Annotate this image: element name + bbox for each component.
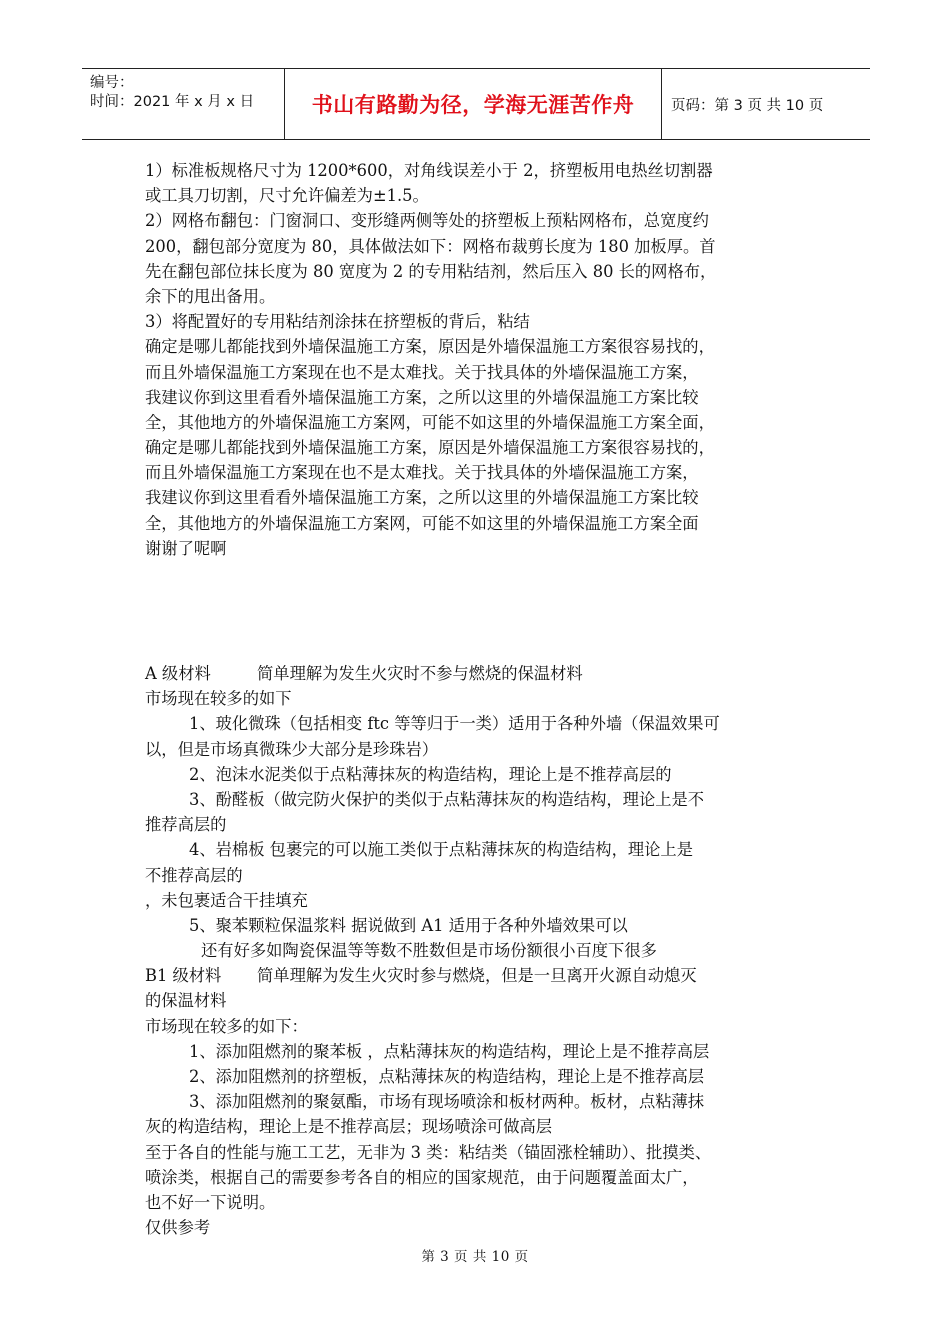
b1-class-intro: 市场现在较多的如下： (145, 1016, 308, 1036)
b1-class-heading (145, 963, 810, 988)
text-line: 谢谢了呢啊 (145, 538, 227, 558)
text-line: 而且外墙保温施工方案现在也不是太难找。关于找具体的外墙保温施工方案， (145, 362, 699, 382)
text-line: 或工具刀切割，尺寸允许偏差为±1.5。 (145, 186, 429, 206)
a-class-desc: 简单理解为发生火灾时不参与燃烧的保温材料 (257, 664, 583, 683)
text-line: 全，其他地方的外墙保温施工方案网，可能不如这里的外墙保温施工方案全面 (145, 513, 699, 533)
b1-class-desc: 简单理解为发生火灾时参与燃烧，但是一旦离开火源自动熄灭 (257, 966, 697, 986)
b1-item-3: 3、添加阻燃剂的聚氨酯，市场有现场喷涂和板材两种。板材，点粘薄抹 (189, 1092, 705, 1112)
a-item-3: 3、酚醛板（做完防火保护的类似于点粘薄抹灰的构造结构，理论上是不 (189, 789, 705, 809)
section-install-steps (145, 158, 810, 561)
a-class-intro: 市场现在较多的如下 (145, 689, 292, 709)
b1-class-label: B1 级材料 (145, 966, 222, 986)
text-line: 200，翻包部分宽度为 80，具体做法如下：网格布裁剪长度为 180 加板厚。首 (145, 236, 716, 256)
header-slogan: 书山有路勤为径，学海无涯苦作舟 (311, 93, 635, 117)
text-line: 全，其他地方的外墙保温施工方案网，可能不如这里的外墙保温施工方案全面， (145, 412, 715, 432)
section-closing (145, 1140, 810, 1241)
header-meta (82, 69, 284, 139)
header-slogan-cell (284, 69, 662, 139)
section-a-class (145, 661, 810, 963)
number-label: 编号： (90, 75, 134, 91)
text-line: 喷涂类，根据自己的需要参考各自的相应的国家规范，由于问题覆盖面太广， (145, 1167, 699, 1187)
section-b1-class (145, 963, 810, 1139)
text-line: 至于各自的性能与施工工艺，无非为 3 类：粘结类（锚固涨栓辅助）、批摸类、 (145, 1142, 712, 1162)
text-line: 确定是哪儿都能找到外墙保温施工方案，原因是外墙保温施工方案很容易找的， (145, 337, 715, 357)
a-item-3-cont: 推荐高层的 (145, 815, 227, 835)
b1-class-desc-cont: 的保温材料 (145, 991, 227, 1011)
date-text: 时间：2021 年 x 月 x 日 (90, 94, 255, 110)
text-line: 1）标准板规格尺寸为 1200*600，对角线误差小于 2，挤塑板用电热丝切割器 (145, 161, 713, 180)
text-line: 也不好一下说明。 (145, 1192, 276, 1212)
a-class-note: 还有好多如陶瓷保温等等数不胜数但是市场份额很小百度下很多 (201, 941, 657, 961)
text-line: 先在翻包部位抹长度为 80 宽度为 2 的专用粘结剂，然后压入 80 长的网格布， (145, 261, 717, 281)
page-footer: 第 3 页 共 10 页 (421, 1249, 529, 1265)
b1-item-3-cont: 灰的构造结构，理论上是不推荐高层；现场喷涂可做高层 (145, 1117, 553, 1137)
spacer (145, 561, 810, 661)
text-line: 我建议你到这里看看外墙保温施工方案，之所以这里的外墙保温施工方案比较 (145, 387, 699, 407)
a-item-5: 5、聚苯颗粒保温浆料 据说做到 A1 适用于各种外墙效果可以 (189, 915, 628, 935)
text-line: 2）网格布翻包：门窗洞口、变形缝两侧等处的挤塑板上预粘网格布，总宽度约 (145, 211, 709, 231)
a-item-1: 1、玻化微珠（包括相变 ftc 等等归于一类）适用于各种外墙（保温效果可 (189, 714, 720, 734)
text-line: 余下的甩出备用。 (145, 286, 276, 306)
text-line: 而且外墙保温施工方案现在也不是太难找。关于找具体的外墙保温施工方案， (145, 463, 699, 483)
a-item-2: 2、泡沫水泥类似于点粘薄抹灰的构造结构，理论上是不推荐高层的 (189, 764, 672, 784)
a-class-heading (145, 661, 810, 686)
a-item-4-cont: 不推荐高层的 (145, 865, 243, 885)
a-item-4-note: ，未包裹适合干挂填充 (145, 890, 308, 910)
b1-item-2: 2、添加阻燃剂的挤塑板，点粘薄抹灰的构造结构，理论上是不推荐高层 (189, 1067, 705, 1086)
a-class-label: A 级材料 (145, 664, 211, 683)
header-page-info: 页码：第 3 页 共 10 页 (671, 97, 824, 114)
text-line: 3）将配置好的专用粘结剂涂抹在挤塑板的背后，粘结 (145, 312, 530, 332)
a-item-1-cont: 以，但是市场真微珠少大部分是珍珠岩） (145, 739, 439, 759)
text-line: 仅供参考 (145, 1218, 211, 1238)
text-line: 确定是哪儿都能找到外墙保温施工方案，原因是外墙保温施工方案很容易找的， (145, 438, 715, 458)
b1-item-1: 1、添加阻燃剂的聚苯板 ，点粘薄抹灰的构造结构，理论上是不推荐高层 (189, 1041, 710, 1061)
page-header (82, 68, 870, 140)
document-body (145, 158, 810, 1240)
a-item-4: 4、岩棉板 包裹完的可以施工类似于点粘薄抹灰的构造结构，理论上是 (189, 840, 693, 860)
text-line: 我建议你到这里看看外墙保温施工方案，之所以这里的外墙保温施工方案比较 (145, 488, 699, 508)
